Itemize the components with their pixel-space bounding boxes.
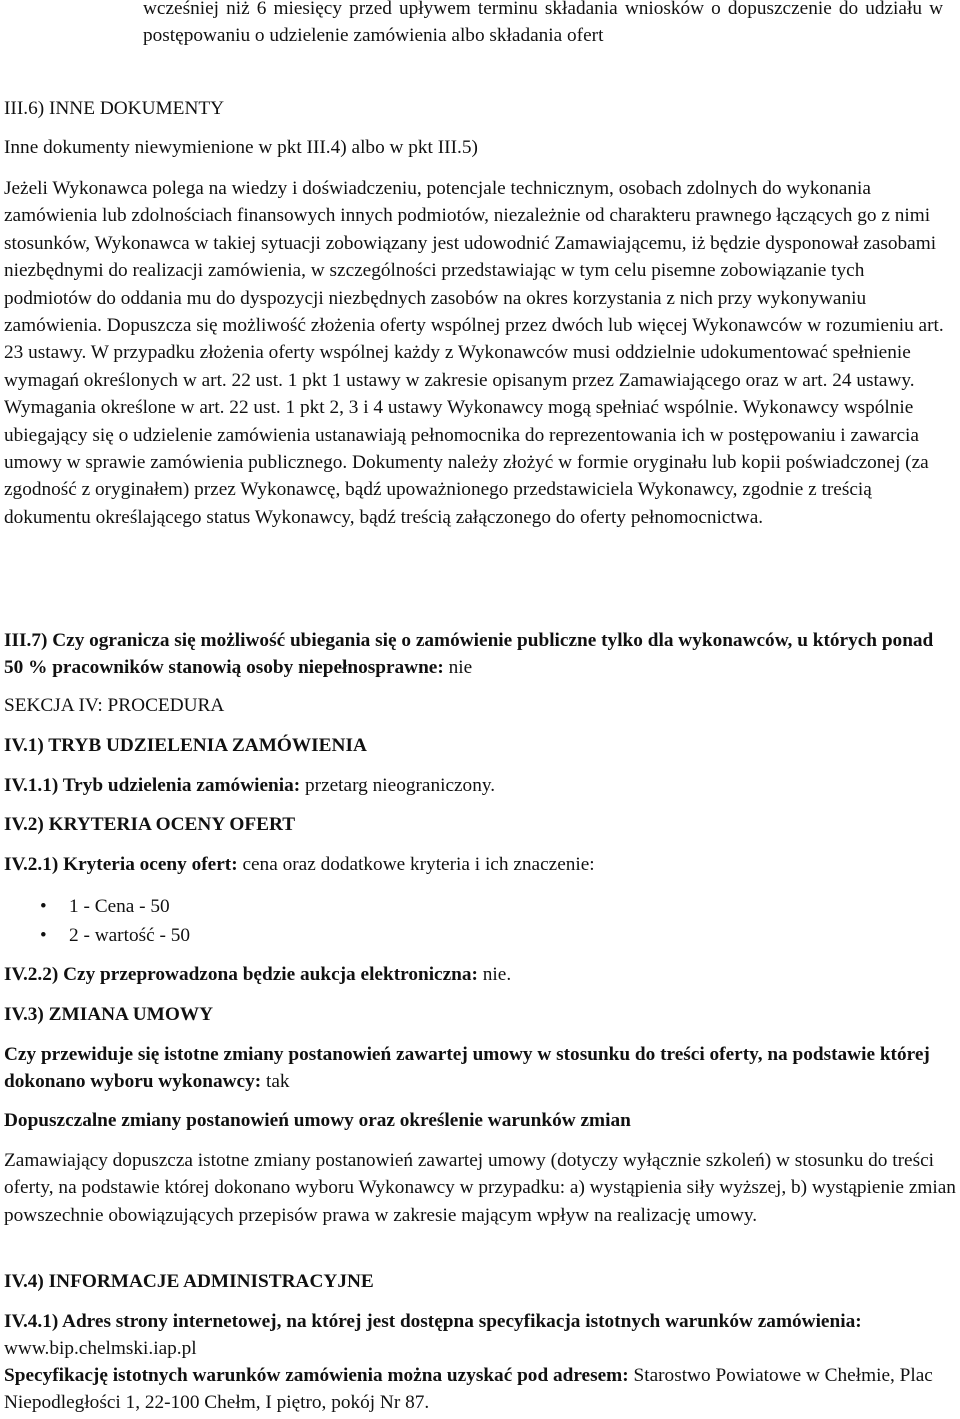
paragraph-allowed-changes: Zamawiający dopuszcza istotne zmiany postanowień zawartej umowy (dotyczy wyłącznie szkoleń) w stosunku do treści oferty, na podstawie której dokonano wyboru Wykonawcy w przypadku: a) wystąpienia siły wyższej, b) wystąpienie zmian powszechnie obowiązujących przepisów prawa w zakresie mającym wpływ na realizację umowy. <box>4 1150 956 1226</box>
question-contract-changes <box>4 1041 956 1096</box>
item-iv-4-1-value: www.bip.chelmski.iap.pl <box>4 1338 197 1360</box>
item-iv-2-1-value: cena oraz dodatkowe kryteria i ich znaczenie: <box>237 854 595 875</box>
section-heading-iii-6: III.6) INNE DOKUMENTY <box>4 98 225 119</box>
item-iv-4-1 <box>4 1308 956 1363</box>
item-iv-1-1-value: przetarg nieograniczony. <box>300 775 496 796</box>
spec-address-label: Specyfikację istotnych warunków zamówienia można uzyskać pod adresem: <box>4 1365 629 1386</box>
paragraph-resources-and-joint-offer: Jeżeli Wykonawca polega na wiedzy i doświadczeniu, potencjale technicznym, osobach zdolnych do wykonania zamówienia lub zdolnościach finansowych innych podmiotów, niezależnie od charakteru prawnego łączących go z nimi stosunków, Wykonawca w takiej sytuacji zobowiązany jest udowodnić Zamawiającemu, iż będzie dysponował zasobami niezbędnymi do realizacji zamówienia, w szczególności przedstawiając w tym celu pisemne zobowiązanie tych podmiotów do oddania mu do dyspozycji niezbędnych zasobów na okres korzystania z nich przy wykonywaniu zamówienia. Dopuszcza się możliwość złożenia oferty wspólnej przez dwóch lub więcej Wykonawców w rozumieniu art. 23 ustawy. W przypadku złożenia oferty wspólnej każdy z Wykonawców musi oddzielnie udokumentować spełnienie wymagań określonych w art. 22 ust. 1 pkt 1 ustawy w zakresie opisanym przez Zamawiającego oraz w art. 24 ustawy. Wymagania określone w art. 22 ust. 1 pkt 2, 3 i 4 ustawy Wykonawcy mogą spełniać wspólnie. Wykonawcy wspólnie ubiegający się o udzielenie zamówienia ustanawiają pełnomocnika do reprezentowania ich w postępowaniu i zawarcia umowy w sprawie zamówienia publicznego. Dokumenty należy złożyć w formie oryginału lub kopii poświadczonej (za zgodność z oryginałem) przez Wykonawcę, bądź upoważnionego przedstawiciela Wykonawcy, zgodnie z treścią dokumentu określającego status Wykonawcy, bądź treścią załączonego do oferty pełnomocnictwa. <box>4 178 944 528</box>
subheading-other-documents: Inne dokumenty niewymienione w pkt III.4) albo w pkt III.5) <box>4 137 478 158</box>
spec-address-value: Starostwo Powiatowe w Chełmie, Plac Niepodległości 1, 22-100 Chełm, I piętro, pokój Nr 87. <box>4 1365 933 1414</box>
item-iv-2-1 <box>4 851 956 878</box>
item-iv-1-1 <box>4 772 956 799</box>
item-iv-2-1-label: IV.2.1) Kryteria oceny ofert: <box>4 854 238 875</box>
heading-iv-2 <box>4 811 956 838</box>
heading-iv-4-text: IV.4) INFORMACJE ADMINISTRACYJNE <box>4 1271 374 1292</box>
heading-iv-1-text: IV.1) TRYB UDZIELENIA ZAMÓWIENIA <box>4 735 367 756</box>
spec-address <box>4 1362 956 1417</box>
heading-iv-3 <box>4 1001 956 1028</box>
list-item: • 2 - wartość - 50 <box>40 921 190 950</box>
heading-allowed-changes-text: Dopuszczalne zmiany postanowień umowy oraz określenie warunków zmian <box>4 1110 631 1131</box>
heading-iv-4 <box>4 1268 956 1295</box>
question-iii-7-answer: nie <box>443 657 473 679</box>
question-iii-7 <box>4 627 956 682</box>
question-contract-changes-answer: tak <box>261 1071 290 1093</box>
heading-allowed-changes <box>4 1107 956 1134</box>
item-iv-1-1-label: IV.1.1) Tryb udzielenia zamówienia: <box>4 775 301 796</box>
heading-iv-2-text: IV.2) KRYTERIA OCENY OFERT <box>4 814 296 835</box>
question-iii-7-label: III.7) Czy ogranicza się możliwość ubiegania się o zamówienie publiczne tylko dla wykonawców, u których ponad 50 % pracowników stanowią osoby niepełnosprawne: <box>4 630 934 679</box>
section-iv-title: SEKCJA IV: PROCEDURA <box>4 695 225 716</box>
item-iv-4-1-label: IV.4.1) Adres strony internetowej, na której jest dostępna specyfikacja istotnych warunków zamówienia: <box>4 1311 862 1332</box>
continuation-paragraph: wcześniej niż 6 miesięcy przed upływem terminu składania wniosków o dopuszczenie do udziału w postępowaniu o udzielenie zamówienia albo składania ofert <box>143 0 943 47</box>
list-item: • 1 - Cena - 50 <box>40 892 190 921</box>
item-iv-2-2-value: nie. <box>477 964 512 985</box>
item-iv-2-2-label: IV.2.2) Czy przeprowadzona będzie aukcja elektroniczna: <box>4 964 478 985</box>
item-iv-2-2 <box>4 961 956 988</box>
question-contract-changes-label: Czy przewiduje się istotne zmiany postanowień zawartej umowy w stosunku do treści oferty, na podstawie której dokonano wyboru wykonawcy: <box>4 1044 930 1093</box>
criteria-list <box>40 892 190 950</box>
heading-iv-1 <box>4 732 956 759</box>
heading-iv-3-text: IV.3) ZMIANA UMOWY <box>4 1004 214 1025</box>
